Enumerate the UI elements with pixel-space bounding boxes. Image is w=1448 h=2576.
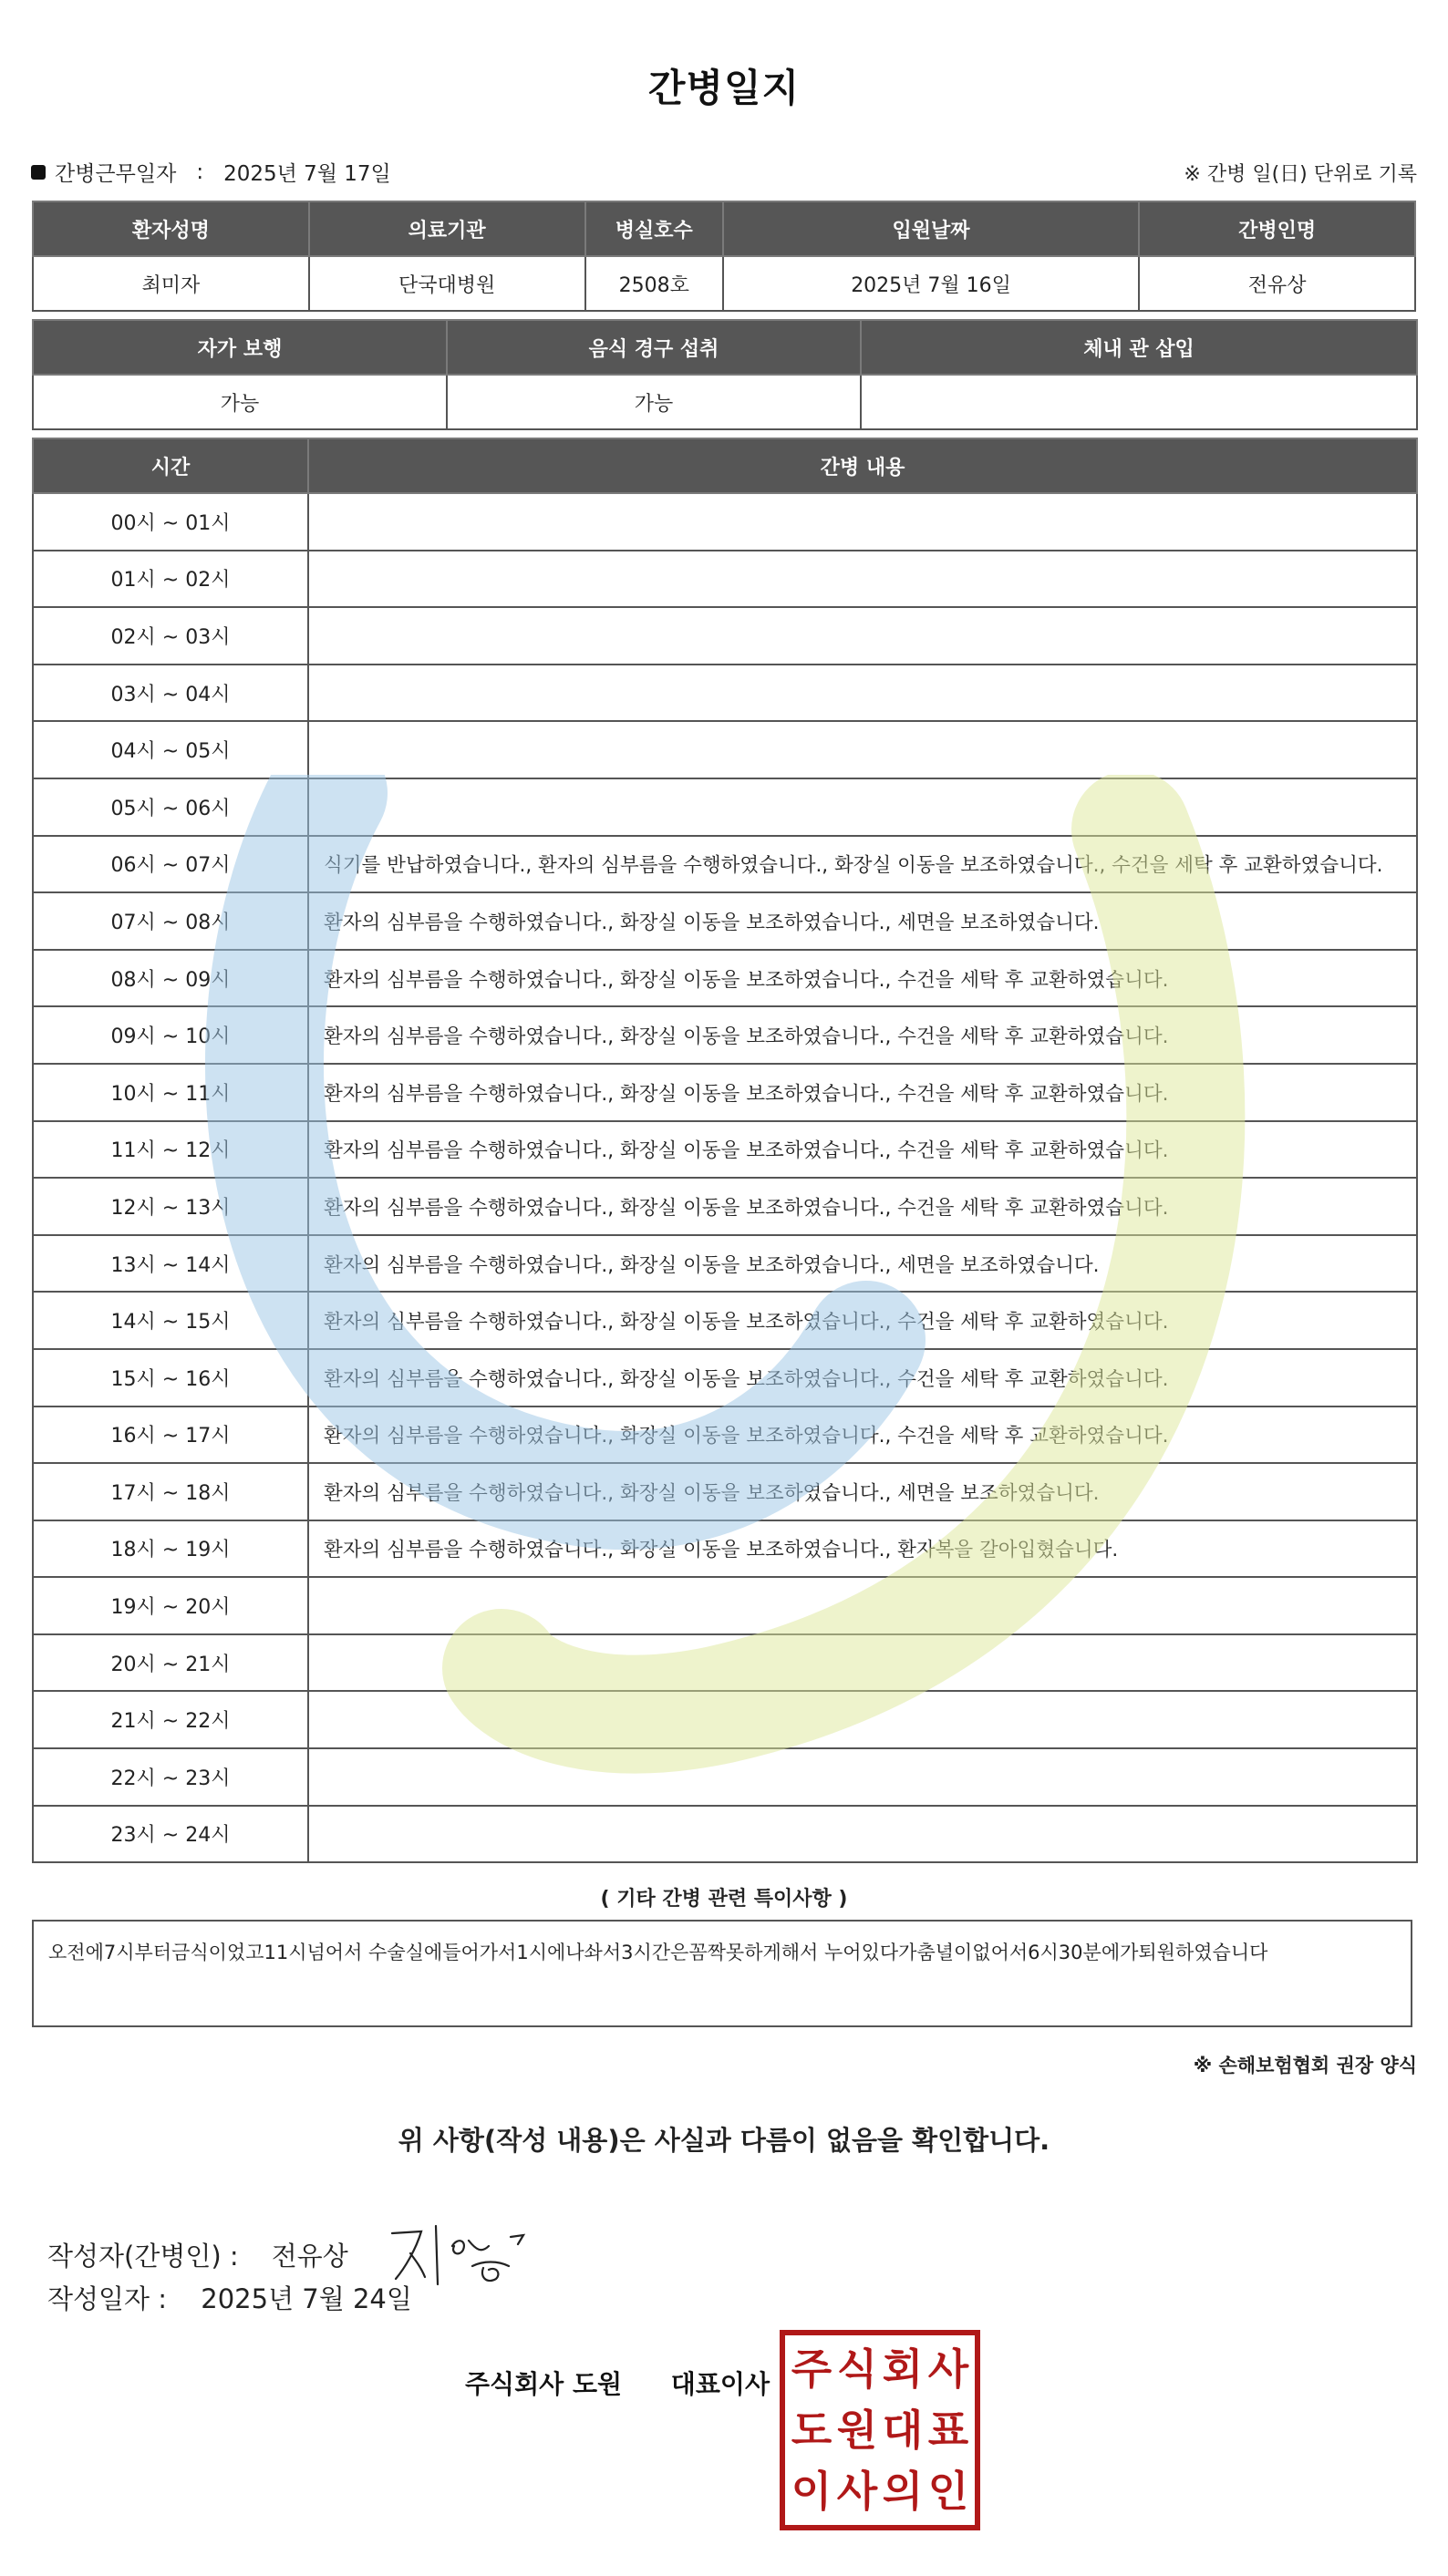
care-content: 환자의 심부름을 수행하였습니다., 화장실 이동을 보조하였습니다., 세면을 보조하였습니다. xyxy=(308,1235,1417,1293)
seal-glyph: 도 xyxy=(791,2405,833,2455)
written-date-line xyxy=(47,2279,412,2316)
time-slot: 07시 ~ 08시 xyxy=(33,892,308,950)
table-row xyxy=(33,1634,1417,1692)
care-log-table xyxy=(32,438,1418,1863)
bullet-square-icon xyxy=(31,165,46,180)
seal-glyph: 대 xyxy=(882,2405,924,2455)
table-row xyxy=(33,1577,1417,1634)
seal-glyph: 회 xyxy=(882,2344,924,2395)
table-row xyxy=(33,1121,1417,1179)
time-slot: 23시 ~ 24시 xyxy=(33,1806,308,1863)
table-row xyxy=(33,950,1417,1007)
oral-intake-value: 가능 xyxy=(447,375,861,429)
written-date-value: 2025년 7월 24일 xyxy=(201,2283,412,2314)
care-content xyxy=(308,1806,1417,1863)
header-patient-name: 환자성명 xyxy=(33,201,309,256)
header-admission-date: 입원날짜 xyxy=(723,201,1139,256)
time-slot: 14시 ~ 15시 xyxy=(33,1292,308,1349)
time-slot: 08시 ~ 09시 xyxy=(33,950,308,1007)
time-slot: 06시 ~ 07시 xyxy=(33,836,308,893)
time-slot: 04시 ~ 05시 xyxy=(33,721,308,778)
table-row xyxy=(33,1520,1417,1578)
care-content xyxy=(308,1691,1417,1748)
care-content: 환자의 심부름을 수행하였습니다., 화장실 이동을 보조하였습니다., 수건을 세탁 후 교환하였습니다. xyxy=(308,1349,1417,1406)
care-content xyxy=(308,1634,1417,1692)
table-row xyxy=(33,1748,1417,1806)
time-slot: 21시 ~ 22시 xyxy=(33,1691,308,1748)
table-row xyxy=(33,1064,1417,1121)
table-row xyxy=(33,1292,1417,1349)
care-content: 환자의 심부름을 수행하였습니다., 화장실 이동을 보조하였습니다., 세면을 보조하였습니다. xyxy=(308,892,1417,950)
form-source-note: ※ 손해보험협회 권장 양식 xyxy=(1193,2055,1417,2076)
page-title: 간병일지 xyxy=(647,66,801,110)
table-row xyxy=(33,836,1417,893)
time-slot: 18시 ~ 19시 xyxy=(33,1520,308,1578)
care-content xyxy=(308,1577,1417,1634)
patient-info-table xyxy=(32,201,1416,312)
seal-glyph: 표 xyxy=(927,2405,969,2455)
writer-name: 전유상 xyxy=(271,2240,348,2272)
special-notes-title: ( 기타 간병 관련 특이사항 ) xyxy=(600,1888,848,1911)
care-content xyxy=(308,493,1417,551)
patient-name: 최미자 xyxy=(33,256,309,311)
care-content: 환자의 심부름을 수행하였습니다., 화장실 이동을 보조하였습니다., 수건을 세탁 후 교환하였습니다. xyxy=(308,1121,1417,1179)
table-row xyxy=(33,892,1417,950)
time-slot: 02시 ~ 03시 xyxy=(33,607,308,665)
work-date-line xyxy=(31,157,391,187)
table-row xyxy=(33,493,1417,551)
seal-glyph: 사 xyxy=(836,2466,878,2516)
admission-date: 2025년 7월 16일 xyxy=(723,256,1139,311)
time-slot: 20시 ~ 21시 xyxy=(33,1634,308,1692)
table-row xyxy=(33,551,1417,608)
time-slot: 15시 ~ 16시 xyxy=(33,1349,308,1406)
representative-title: 대표이사 xyxy=(670,2369,770,2399)
company-seal-stamp xyxy=(780,2330,980,2530)
header-institution: 의료기관 xyxy=(309,201,585,256)
seal-glyph: 주 xyxy=(791,2344,833,2395)
work-date-label: 간병근무일자 xyxy=(55,162,177,186)
table-row xyxy=(33,1406,1417,1464)
care-content xyxy=(308,1748,1417,1806)
self-walking-value: 가능 xyxy=(33,375,447,429)
caregiver-name: 전유상 xyxy=(1139,256,1415,311)
header-caregiver-name: 간병인명 xyxy=(1139,201,1415,256)
header-self-walking: 자가 보행 xyxy=(33,320,447,375)
time-slot: 09시 ~ 10시 xyxy=(33,1006,308,1064)
care-content xyxy=(308,778,1417,836)
table-row xyxy=(33,607,1417,665)
institution: 단국대병원 xyxy=(309,256,585,311)
care-content: 환자의 심부름을 수행하였습니다., 화장실 이동을 보조하였습니다., 수건을 세탁 후 교환하였습니다. xyxy=(308,950,1417,1007)
time-slot: 11시 ~ 12시 xyxy=(33,1121,308,1179)
table-row xyxy=(33,1463,1417,1520)
table-row xyxy=(33,1178,1417,1235)
patient-status-table xyxy=(32,319,1418,430)
care-content: 환자의 심부름을 수행하였습니다., 화장실 이동을 보조하였습니다., 수건을 세탁 후 교환하였습니다. xyxy=(308,1292,1417,1349)
company-signature-line xyxy=(465,2365,770,2401)
table-row xyxy=(33,1235,1417,1293)
seal-glyph: 인 xyxy=(927,2466,969,2516)
care-content: 환자의 심부름을 수행하였습니다., 화장실 이동을 보조하였습니다., 수건을 세탁 후 교환하였습니다. xyxy=(308,1064,1417,1121)
work-date-value: 2025년 7월 17일 xyxy=(223,162,391,186)
time-slot: 22시 ~ 23시 xyxy=(33,1748,308,1806)
seal-glyph: 식 xyxy=(836,2344,878,2395)
table-row xyxy=(33,1006,1417,1064)
table-row xyxy=(33,778,1417,836)
care-content: 환자의 심부름을 수행하였습니다., 화장실 이동을 보조하였습니다., 수건을 세탁 후 교환하였습니다. xyxy=(308,1406,1417,1464)
seal-glyph: 의 xyxy=(882,2466,924,2516)
care-content xyxy=(308,607,1417,665)
written-date-label: 작성일자 : xyxy=(47,2283,168,2314)
care-content: 식기를 반납하였습니다., 환자의 심부름을 수행하였습니다., 화장실 이동을 보조하였습니다., 수건을 세탁 후 교환하였습니다. xyxy=(308,836,1417,893)
time-slot: 12시 ~ 13시 xyxy=(33,1178,308,1235)
seal-glyph: 사 xyxy=(927,2344,969,2395)
time-slot: 10시 ~ 11시 xyxy=(33,1064,308,1121)
table-row xyxy=(33,1691,1417,1748)
seal-glyph: 이 xyxy=(791,2466,833,2516)
care-content: 환자의 심부름을 수행하였습니다., 화장실 이동을 보조하였습니다., 세면을 보조하였습니다. xyxy=(308,1463,1417,1520)
care-content: 환자의 심부름을 수행하였습니다., 화장실 이동을 보조하였습니다., 환자복을 갈아입혔습니다. xyxy=(308,1520,1417,1578)
table-row xyxy=(33,665,1417,722)
header-oral-intake: 음식 경구 섭취 xyxy=(447,320,861,375)
time-slot: 19시 ~ 20시 xyxy=(33,1577,308,1634)
room-number: 2508호 xyxy=(585,256,723,311)
care-content xyxy=(308,665,1417,722)
time-slot: 03시 ~ 04시 xyxy=(33,665,308,722)
special-notes-box: 오전에7시부터금식이었고11시넘어서 수술실에들어가서1시에나솨서3시간은꼼짝못하게해서 누어있다가춤녈이없어서6시30분에가퇴원하였습니다 xyxy=(32,1920,1412,2027)
care-content: 환자의 심부름을 수행하였습니다., 화장실 이동을 보조하였습니다., 수건을 세탁 후 교환하였습니다. xyxy=(308,1178,1417,1235)
header-room-number: 병실호수 xyxy=(585,201,723,256)
table-row xyxy=(33,721,1417,778)
header-tube-insertion: 체내 관 삽입 xyxy=(861,320,1417,375)
writer-label: 작성자(간병인) : xyxy=(47,2240,239,2272)
colon-separator: : xyxy=(196,160,204,184)
header-care-content: 간병 내용 xyxy=(308,438,1417,493)
seal-glyph: 원 xyxy=(836,2405,878,2455)
time-slot: 05시 ~ 06시 xyxy=(33,778,308,836)
time-slot: 16시 ~ 17시 xyxy=(33,1406,308,1464)
company-name: 주식회사 도원 xyxy=(465,2369,623,2399)
care-content: 환자의 심부름을 수행하였습니다., 화장실 이동을 보조하였습니다., 수건을 세탁 후 교환하였습니다. xyxy=(308,1006,1417,1064)
table-row xyxy=(33,1806,1417,1863)
time-slot: 00시 ~ 01시 xyxy=(33,493,308,551)
care-content xyxy=(308,551,1417,608)
confirmation-statement: 위 사항(작성 내용)은 사실과 다름이 없음을 확인합니다. xyxy=(398,2125,1050,2156)
time-slot: 17시 ~ 18시 xyxy=(33,1463,308,1520)
record-note: ※ 간병 일(日) 단위로 기록 xyxy=(1184,163,1417,186)
care-content xyxy=(308,721,1417,778)
time-slot: 01시 ~ 02시 xyxy=(33,551,308,608)
table-row xyxy=(33,1349,1417,1406)
time-slot: 13시 ~ 14시 xyxy=(33,1235,308,1293)
tube-insertion-value xyxy=(861,375,1417,429)
header-time: 시간 xyxy=(33,438,308,493)
